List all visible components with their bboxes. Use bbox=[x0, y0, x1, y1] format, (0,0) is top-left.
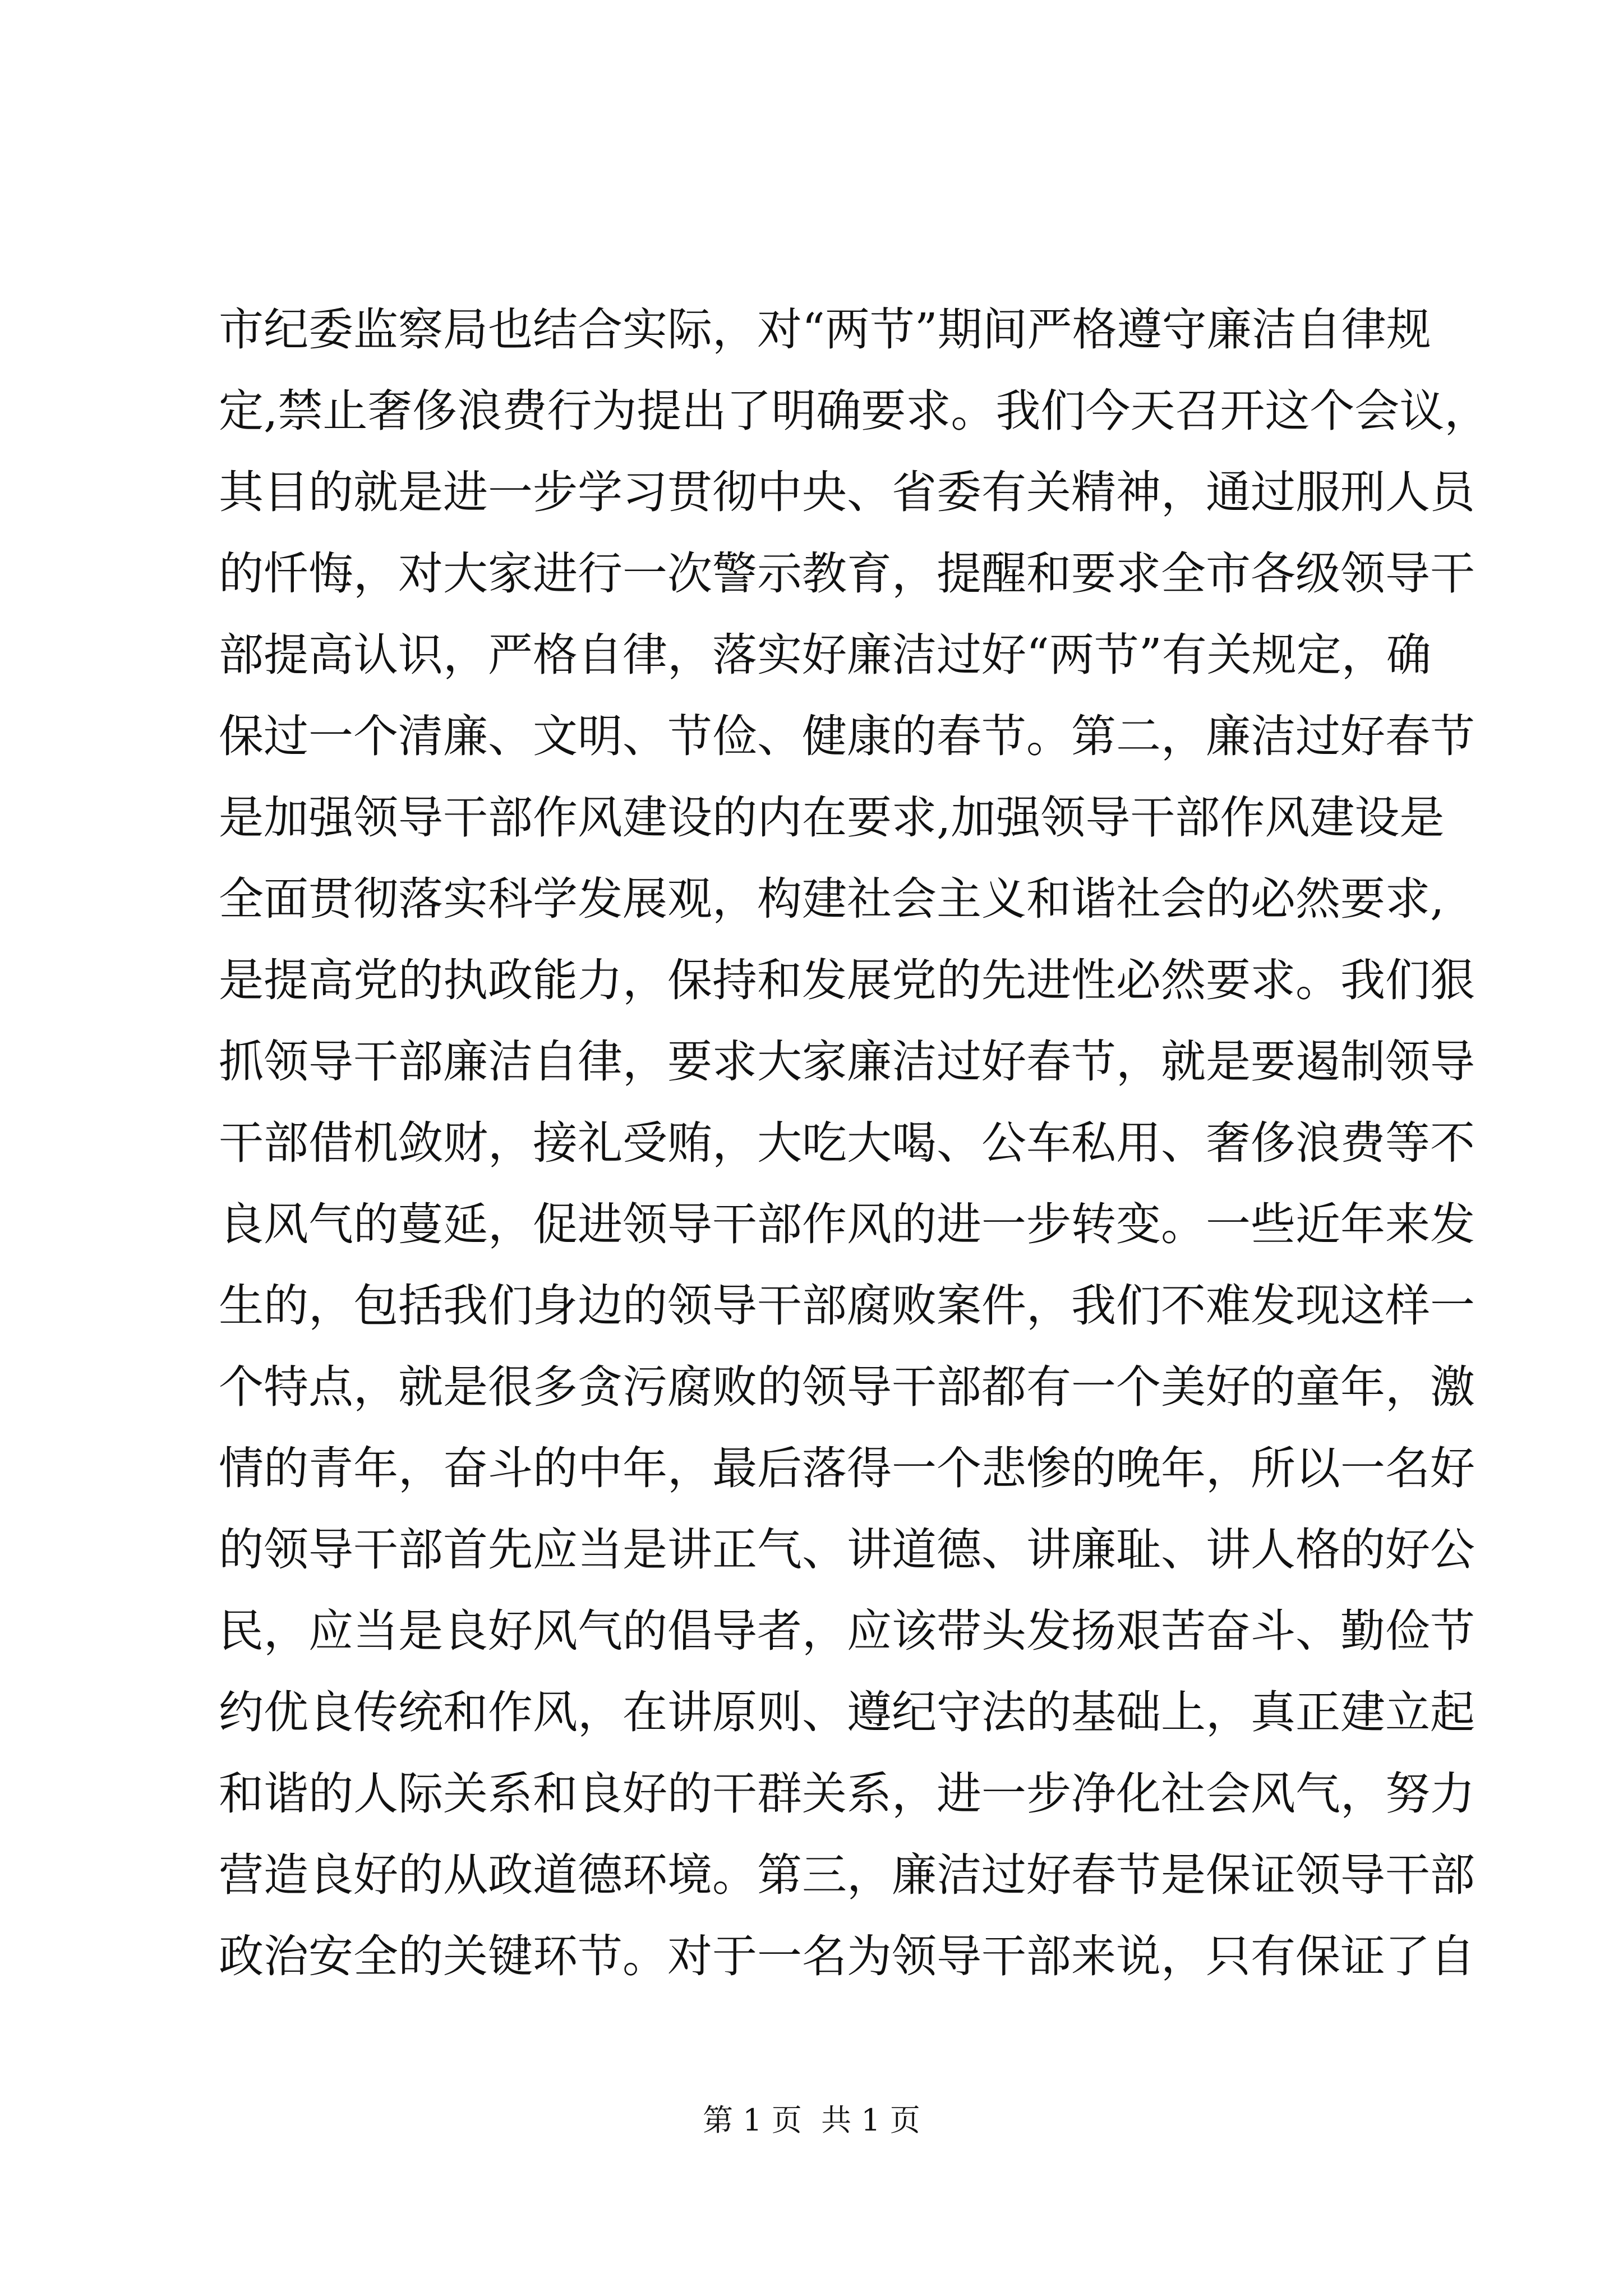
text-line: 部提高认识，严格自律，落实好廉洁过好“两节”有关规定，确 bbox=[219, 629, 1431, 681]
text-line: 良风气的蔓延，促进领导干部作风的进一步转变。一些近年来发 bbox=[219, 1198, 1475, 1250]
text-line: 保过一个清廉、文明、节俭、健康的春节。第二，廉洁过好春节 bbox=[219, 710, 1475, 762]
text-line: 政治安全的关键环节。对于一名为领导干部来说，只有保证了自 bbox=[219, 1930, 1475, 1982]
text-line: 营造良好的从政道德环境。第三，廉洁过好春节是保证领导干部 bbox=[219, 1849, 1475, 1901]
text-line: 市纪委监察局也结合实际，对“两节”期间严格遵守廉洁自律规 bbox=[219, 303, 1431, 356]
text-line: 其目的就是进一步学习贯彻中央、省委有关精神，通过服刑人员 bbox=[219, 466, 1475, 518]
text-line: 和谐的人际关系和良好的干群关系，进一步净化社会风气，努力 bbox=[219, 1768, 1475, 1820]
body-text bbox=[219, 289, 1490, 1997]
text-line: 民，应当是良好风气的倡导者，应该带头发扬艰苦奋斗、勤俭节 bbox=[219, 1605, 1475, 1657]
text-line: 全面贯彻落实科学发展观，构建社会主义和谐社会的必然要求, bbox=[219, 873, 1445, 925]
text-line: 生的，包括我们身边的领导干部腐败案件，我们不难发现这样一 bbox=[219, 1280, 1475, 1332]
text-line: 定,禁止奢侈浪费行为提出了明确要求。我们今天召开这个会议， bbox=[219, 385, 1490, 437]
text-line: 是提高党的执政能力，保持和发展党的先进性必然要求。我们狠 bbox=[219, 954, 1475, 1006]
text-line: 是加强领导干部作风建设的内在要求,加强领导干部作风建设是 bbox=[219, 792, 1445, 844]
page-number-footer: 第 1 页 共 1 页 bbox=[703, 2102, 920, 2138]
text-line: 的忏悔，对大家进行一次警示教育，提醒和要求全市各级领导干 bbox=[219, 547, 1475, 600]
text-line: 抓领导干部廉洁自律，要求大家廉洁过好春节，就是要遏制领导 bbox=[219, 1036, 1475, 1088]
text-line: 个特点，就是很多贪污腐败的领导干部都有一个美好的童年，激 bbox=[219, 1361, 1475, 1413]
text-line: 干部借机敛财，接礼受贿，大吃大喝、公车私用、奢侈浪费等不 bbox=[219, 1117, 1475, 1169]
text-line: 的领导干部首先应当是讲正气、讲道德、讲廉耻、讲人格的好公 bbox=[219, 1524, 1475, 1576]
text-line: 约优良传统和作风，在讲原则、遵纪守法的基础上，真正建立起 bbox=[219, 1686, 1475, 1738]
text-line: 情的青年，奋斗的中年，最后落得一个悲惨的晚年，所以一名好 bbox=[219, 1442, 1475, 1494]
